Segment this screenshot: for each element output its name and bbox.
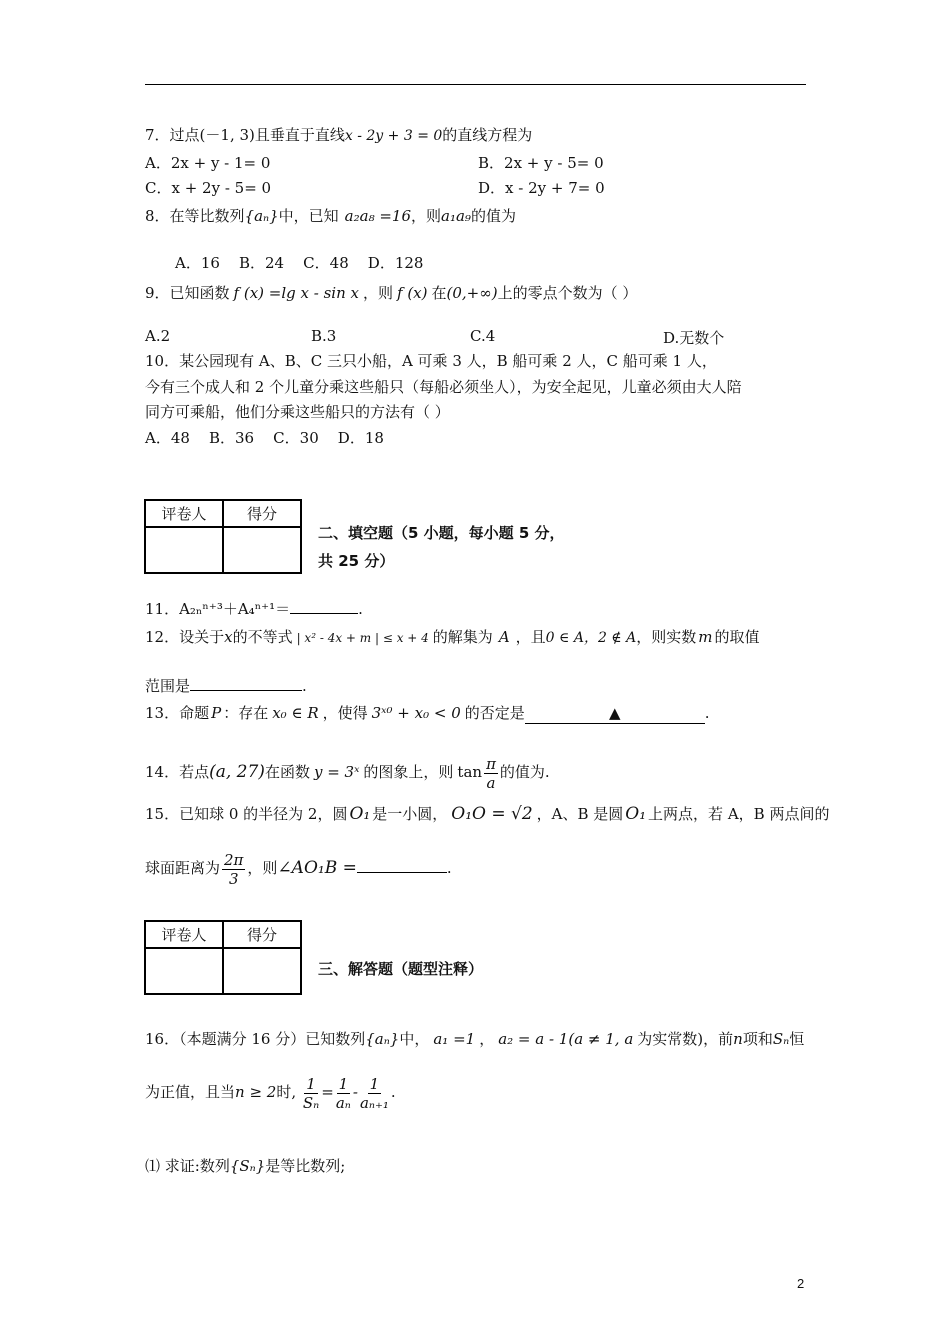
q7-option-c: C．x + 2y - 5= 0 bbox=[145, 179, 272, 197]
question-16-line-2: 为正值，且当n ≥ 2时, $\frac{1}{\text{Sₙ}}$ = $\frac{1}{\text{aₙ}}$ - $\frac{1}{\text{aₙ₊₁}}$ . bbox=[145, 1074, 396, 1112]
q13-answer-blank: ▲ bbox=[525, 703, 705, 724]
q9-option-b: B.3 bbox=[311, 327, 337, 345]
question-14: 14．若点(a, 27)在函数 y = 3ˣ 的图象上，则 tan $\frac{\pi}{a}$ 的值为. bbox=[145, 754, 550, 792]
question-16: 16．（本题满分 16 分）已知数列{aₙ}中， a₁ =1 ， a₂ = a - 1(a ≠ 1, a 为实常数)，前n项和Sₙ恒 bbox=[145, 1030, 805, 1048]
score-table-grader-cell bbox=[145, 527, 223, 573]
score-table-score-header: 得分 bbox=[223, 921, 301, 948]
q10-options: A．48 B．36 C．30 D．18 bbox=[145, 429, 384, 447]
question-10-line-1: 10．某公园现有 A、B、C 三只小船，A 可乘 3 人，B 船可乘 2 人，C 船可乘 1 人， bbox=[145, 352, 717, 370]
q16-fraction-an: $\frac{1}{\text{aₙ}}$ bbox=[335, 1074, 351, 1112]
score-table-score-cell bbox=[223, 527, 301, 573]
q16-fraction-sn: $\frac{1}{\text{Sₙ}}$ bbox=[302, 1074, 320, 1112]
q9-option-a: A.2 bbox=[145, 327, 171, 345]
score-table-grader-header: 评卷人 bbox=[145, 500, 223, 527]
q7-option-d: D．x - 2y + 7= 0 bbox=[478, 179, 605, 197]
q9-option-d: D.无数个 bbox=[663, 329, 725, 347]
q9-option-c: C.4 bbox=[470, 327, 496, 345]
header-rule bbox=[145, 84, 806, 85]
question-13: 13．命题 P ：存在 x₀ ∈ R ，使得 3ˣ⁰ + x₀ < 0 的否定是 ▲ . bbox=[145, 704, 710, 722]
q15-fraction: $\frac{2\pi}{3}$ bbox=[224, 850, 244, 888]
question-15-line-1: 15．已知球 0 的半径为 2，圆 O₁ 是一小圆， O₁O = √2 ，A、B 是圆 O₁ 上两点，若 A，B 两点间的 bbox=[145, 804, 830, 824]
q16-fraction-an1: $\frac{1}{\text{aₙ₊₁}}$ bbox=[359, 1074, 389, 1112]
question-16-part-1: ⑴ 求证:数列{Sₙ}是等比数列; bbox=[145, 1157, 346, 1175]
score-table-grader-header: 评卷人 bbox=[145, 921, 223, 948]
score-table-score-header: 得分 bbox=[223, 500, 301, 527]
score-table-1 bbox=[144, 499, 302, 574]
question-11: 11．A₂ₙⁿ⁺³＋A₄ⁿ⁺¹＝ . bbox=[145, 600, 363, 618]
q8-options: A．16 B．24 C．48 D．128 bbox=[175, 254, 424, 272]
question-12-line-2: 范围是 . bbox=[145, 677, 307, 695]
question-7: 7．过点(－1, 3)且垂直于直线x - 2y + 3 = 0的直线方程为 bbox=[145, 126, 533, 144]
q15-answer-blank bbox=[357, 872, 447, 873]
score-table-score-cell bbox=[223, 948, 301, 994]
score-table-grader-cell bbox=[145, 948, 223, 994]
score-table-2 bbox=[144, 920, 302, 995]
q7-option-a: A．2x + y - 1= 0 bbox=[145, 154, 271, 172]
question-15-line-2: 球面距离为 $\frac{2\pi}{3}$ ，则∠AO₁B = . bbox=[145, 850, 452, 888]
q11-answer-blank bbox=[290, 613, 358, 614]
question-9: 9．已知函数 f (x) =lg x - sin x ，则 f (x) 在(0,+∞)上的零点个数为（ ） bbox=[145, 284, 638, 302]
question-12: 12．设关于x的不等式 | x² - 4x + m | ≤ x + 4 的解集为 A ，且0 ∈ A，2 ∉ A，则实数 m 的取值 bbox=[145, 628, 760, 646]
q7-option-b: B．2x + y - 5= 0 bbox=[478, 154, 604, 172]
question-10-line-3: 同方可乘船，他们分乘这些船只的方法有（ ） bbox=[145, 403, 450, 421]
q12-answer-blank bbox=[190, 690, 302, 691]
q14-fraction: $\frac{\pi}{a}$ bbox=[486, 754, 496, 792]
section-3-title: 三、解答题（题型注释） bbox=[318, 960, 484, 978]
question-8: 8．在等比数列{aₙ}中，已知 a₂a₈ =16，则a₁a₉的值为 bbox=[145, 207, 516, 225]
question-10-line-2: 今有三个成人和 2 个儿童分乘这些船只（每船必须坐人），为安全起见，儿童必须由大人陪 bbox=[145, 378, 742, 396]
page-number: 2 bbox=[797, 1276, 805, 1291]
section-2-title: 二、填空题（5 小题，每小题 5 分， 共 25 分） bbox=[318, 524, 565, 570]
